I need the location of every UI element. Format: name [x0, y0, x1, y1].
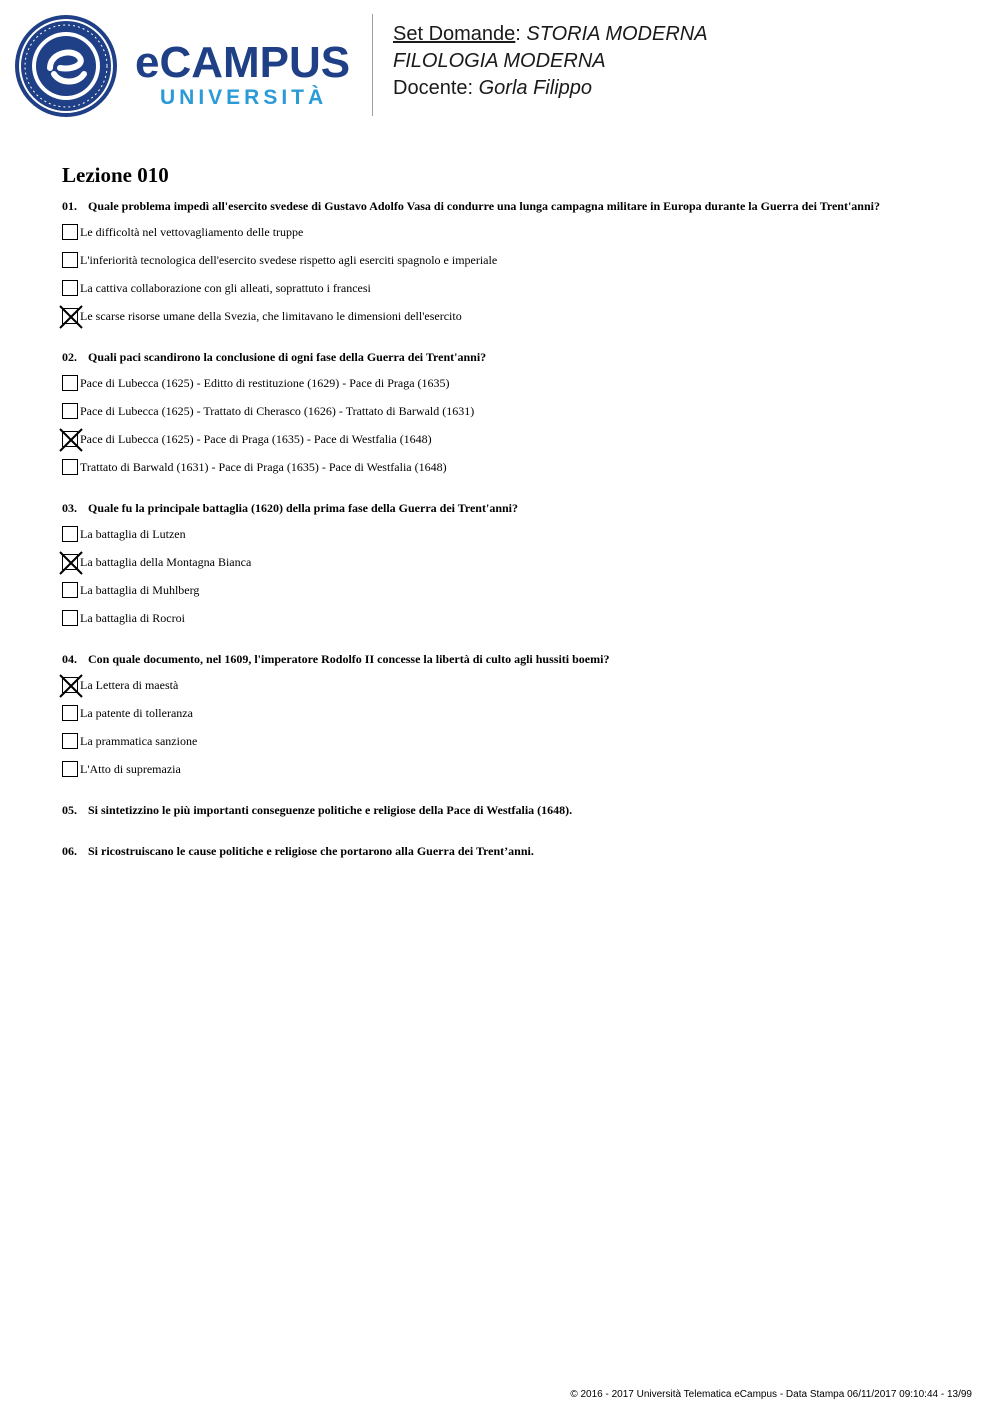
header-divider	[372, 14, 373, 116]
teacher-label: Docente:	[393, 77, 474, 99]
answer-text: La battaglia della Montagna Bianca	[80, 555, 252, 569]
set-separator: :	[515, 23, 521, 45]
program-name: FILOLOGIA MODERNA	[393, 50, 606, 72]
answer-text: L'inferiorità tecnologica dell'esercito svedese rispetto agli eserciti spagnolo e imperiale	[80, 253, 498, 267]
question-number: 04.	[62, 652, 77, 666]
logo-subtitle: UNIVERSITÀ	[160, 86, 328, 109]
answer-text: Pace di Lubecca (1625) - Trattato di Cherasco (1626) - Trattato di Barwald (1631)	[80, 404, 475, 418]
answer-text: Le difficoltà nel vettovagliamento delle truppe	[80, 225, 304, 239]
checkbox-checked[interactable]	[62, 431, 78, 447]
checkbox-checked[interactable]	[62, 308, 78, 324]
question-text: Quale fu la principale battaglia (1620) della prima fase della Guerra dei Trent'anni?	[88, 501, 518, 515]
set-domande-line	[393, 21, 708, 47]
question-text: Con quale documento, nel 1609, l'imperatore Rodolfo II concesse la libertà di culto agli hussiti boemi?	[88, 652, 610, 666]
answer-text: La Lettera di maestà	[80, 678, 179, 692]
answer-text: Le scarse risorse umane della Svezia, che limitavano le dimensioni dell'esercito	[80, 309, 462, 323]
question-text: Quale problema impedì all'esercito svedese di Gustavo Adolfo Vasa di condurre una lunga campagna militare in Europa durante la Guerra dei Trent'anni?	[88, 199, 880, 213]
question-3	[62, 500, 518, 516]
answer-text: L'Atto di supremazia	[80, 762, 181, 776]
question-2	[62, 349, 486, 365]
question-1	[62, 198, 880, 214]
checkbox-checked[interactable]	[62, 554, 78, 570]
checkbox[interactable]	[62, 705, 78, 721]
ecampus-seal-logo-icon	[14, 14, 118, 118]
checkbox[interactable]	[62, 526, 78, 542]
checkbox-checked[interactable]	[62, 677, 78, 693]
answer-text: Trattato di Barwald (1631) - Pace di Praga (1635) - Pace di Westfalia (1648)	[80, 460, 447, 474]
page-footer: © 2016 - 2017 Università Telematica eCampus - Data Stampa 06/11/2017 09:10:44 - 13/99	[570, 1389, 972, 1400]
checkbox[interactable]	[62, 610, 78, 626]
question-text: Si sintetizzino le più importanti conseguenze politiche e religiose della Pace di Westfalia (1648).	[88, 803, 573, 817]
teacher-line	[393, 75, 592, 101]
question-number: 02.	[62, 350, 77, 364]
lesson-title: Lezione 010	[62, 163, 169, 187]
answer-text: La battaglia di Rocroi	[80, 611, 185, 625]
question-number: 01.	[62, 199, 77, 213]
teacher-name: Gorla Filippo	[478, 77, 593, 99]
checkbox[interactable]	[62, 582, 78, 598]
checkbox[interactable]	[62, 224, 78, 240]
question-text: Si ricostruiscano le cause politiche e religiose che portarono alla Guerra dei Trent’anni.	[88, 844, 534, 858]
question-number: 05.	[62, 803, 77, 817]
checkbox[interactable]	[62, 459, 78, 475]
question-4	[62, 651, 609, 667]
answer-text: La battaglia di Muhlberg	[80, 583, 200, 597]
checkbox[interactable]	[62, 375, 78, 391]
question-text: Quali paci scandirono la conclusione di ogni fase della Guerra dei Trent'anni?	[88, 350, 487, 364]
checkbox[interactable]	[62, 252, 78, 268]
checkbox[interactable]	[62, 761, 78, 777]
question-5	[62, 802, 572, 818]
question-number: 06.	[62, 844, 77, 858]
question-number: 03.	[62, 501, 77, 515]
answer-text: Pace di Lubecca (1625) - Pace di Praga (1635) - Pace di Westfalia (1648)	[80, 432, 432, 446]
course-name: STORIA MODERNA	[526, 23, 708, 45]
set-domande-label: Set Domande	[393, 23, 516, 45]
answer-text: La cattiva collaborazione con gli alleati, soprattuto i francesi	[80, 281, 371, 295]
answer-text: La battaglia di Lutzen	[80, 527, 186, 541]
checkbox[interactable]	[62, 280, 78, 296]
page-header	[0, 0, 1000, 130]
answer-text: La patente di tolleranza	[80, 706, 193, 720]
answer-text: Pace di Lubecca (1625) - Editto di restituzione (1629) - Pace di Praga (1635)	[80, 376, 450, 390]
logo-wordmark: eCAMPUS	[135, 38, 351, 87]
checkbox[interactable]	[62, 403, 78, 419]
answer-text: La prammatica sanzione	[80, 734, 198, 748]
question-6	[62, 843, 534, 859]
checkbox[interactable]	[62, 733, 78, 749]
